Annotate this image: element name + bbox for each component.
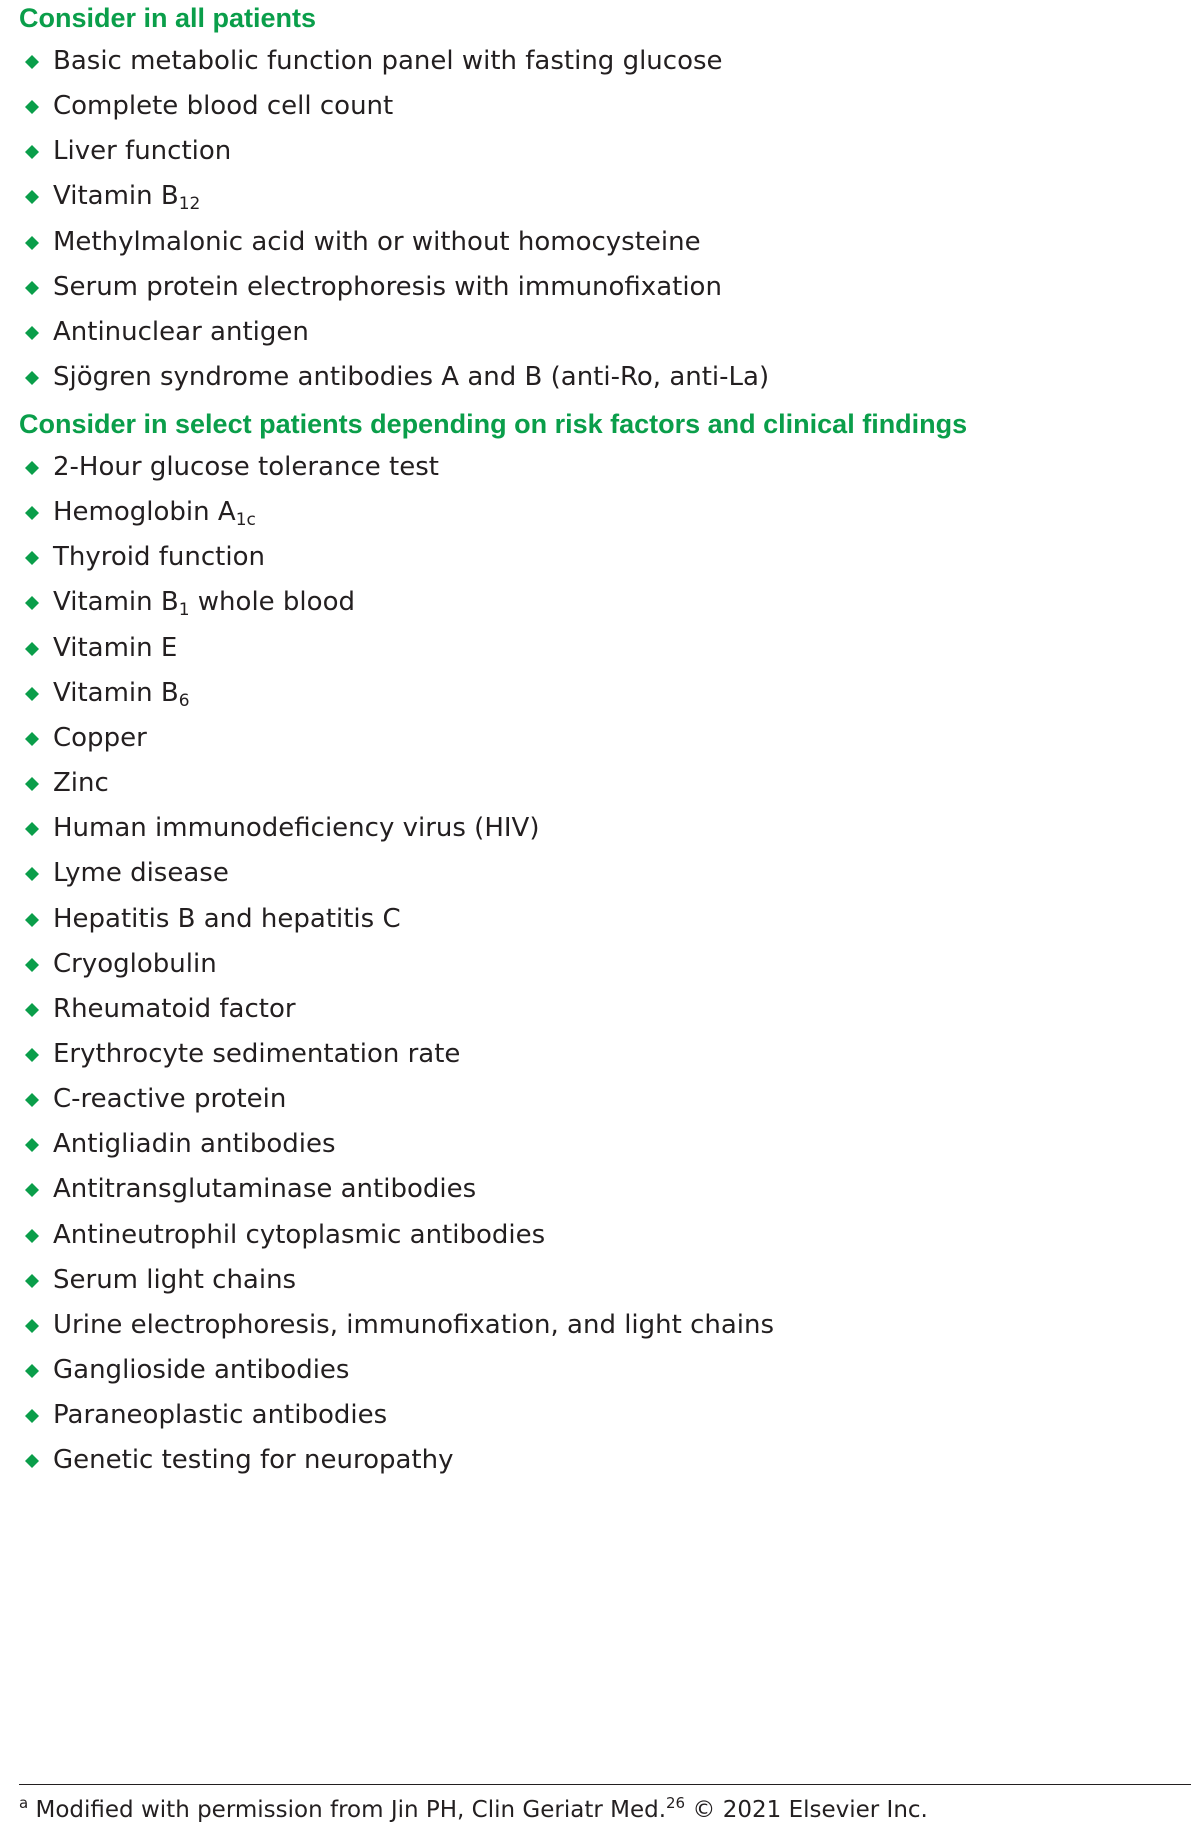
diamond-bullet-icon (25, 1319, 39, 1333)
list-item-text: Complete blood cell count (53, 91, 394, 121)
list-item-label (53, 1353, 349, 1387)
list-item-text: Urine electrophoresis, immunofixation, and light chains (53, 1310, 775, 1340)
diamond-bullet-icon (25, 236, 39, 250)
diamond-bullet-icon (25, 596, 39, 610)
list-item-label (53, 44, 723, 78)
list-item-text: Copper (53, 723, 147, 753)
footnote (19, 1794, 928, 1826)
diamond-bullet-icon (25, 461, 39, 475)
diamond-bullet-icon (25, 1183, 39, 1197)
list-item-label (53, 1037, 460, 1071)
list-item-text: Vitamin B (53, 678, 179, 708)
list-item-label (53, 585, 355, 619)
section-heading: Consider in select patients depending on risk factors and clinical findings (19, 409, 968, 439)
list-item-text: Vitamin B (53, 587, 179, 617)
diamond-bullet-icon (25, 371, 39, 385)
footnote-divider (19, 1784, 1191, 1785)
list-item-text: Antitransglutaminase antibodies (53, 1174, 477, 1204)
diamond-bullet-icon (25, 1003, 39, 1017)
list-item-subscript: 12 (178, 194, 201, 214)
list-item-label (53, 1218, 545, 1252)
diamond-bullet-icon (25, 506, 39, 520)
list-item-label (53, 631, 177, 665)
list-item-label (53, 315, 309, 349)
list-item-label (53, 1308, 774, 1342)
diamond-bullet-icon (25, 1364, 39, 1378)
list-item-text: Thyroid function (53, 542, 265, 572)
diamond-bullet-icon (25, 55, 39, 69)
list-item-subscript: 1c (235, 510, 256, 530)
diamond-bullet-icon (25, 190, 39, 204)
list-item-text-suffix: whole blood (189, 587, 355, 617)
diamond-bullet-icon (25, 1274, 39, 1288)
list-item-text: Lyme disease (53, 858, 229, 888)
list-item-label (53, 1443, 454, 1477)
diamond-bullet-icon (25, 1229, 39, 1243)
list-item-text: 2-Hour glucose tolerance test (53, 452, 439, 482)
list-item-text: Liver function (53, 136, 232, 166)
diamond-bullet-icon (25, 958, 39, 972)
diamond-bullet-icon (25, 1093, 39, 1107)
list-item-text: Serum protein electrophoresis with immunofixation (53, 272, 722, 302)
diamond-bullet-icon (25, 732, 39, 746)
footnote-copyright: © 2021 Elsevier Inc. (685, 1797, 928, 1823)
diamond-bullet-icon (25, 1454, 39, 1468)
list-item-text: Vitamin B (53, 181, 179, 211)
list-item-label (53, 134, 231, 168)
list-item-label (53, 856, 229, 890)
diamond-bullet-icon (25, 326, 39, 340)
list-item-label (53, 1263, 296, 1297)
list-item-label (53, 902, 401, 936)
list-item-text: Ganglioside antibodies (53, 1355, 350, 1385)
list-item-text: Antineutrophil cytoplasmic antibodies (53, 1220, 546, 1250)
list-item-text: Hemoglobin A (53, 497, 236, 527)
list-item-label (53, 540, 265, 574)
list-item-label (53, 270, 722, 304)
diamond-bullet-icon (25, 1138, 39, 1152)
diamond-bullet-icon (25, 777, 39, 791)
list-item-subscript: 1 (178, 600, 190, 620)
list-item (0, 1434, 1180, 1487)
list-item-label (53, 450, 439, 484)
list-item-label (53, 1082, 286, 1116)
list-item-label (53, 89, 393, 123)
list-item-text: Basic metabolic function panel with fasting glucose (53, 46, 723, 76)
list-item-text: Zinc (53, 768, 109, 798)
list-item-text: Vitamin E (53, 633, 178, 663)
list-item-text: Cryoglobulin (53, 949, 217, 979)
list-item-text: Hepatitis B and hepatitis C (53, 904, 401, 934)
list-item-label (53, 1127, 336, 1161)
diamond-bullet-icon (25, 687, 39, 701)
list-item-text: Serum light chains (53, 1265, 297, 1295)
list-item-label (53, 721, 147, 755)
list-item (0, 351, 1180, 404)
list-item-label (53, 360, 769, 394)
diamond-bullet-icon (25, 1409, 39, 1423)
diamond-bullet-icon (25, 281, 39, 295)
diamond-bullet-icon (25, 642, 39, 656)
list-item-text: Human immunodeficiency virus (HIV) (53, 813, 540, 843)
list-item-text: Sjögren syndrome antibodies A and B (anti-Ro, anti-La) (53, 362, 770, 392)
diamond-bullet-icon (25, 1048, 39, 1062)
list-item-text: Rheumatoid factor (53, 994, 296, 1024)
list-item-label (53, 947, 217, 981)
list-item-label (53, 179, 200, 213)
list-item-label (53, 766, 109, 800)
list-item-text: Genetic testing for neuropathy (53, 1445, 454, 1475)
diamond-bullet-icon (25, 100, 39, 114)
diamond-bullet-icon (25, 822, 39, 836)
list-item-text: Methylmalonic acid with or without homocysteine (53, 227, 701, 257)
section-heading: Consider in all patients (19, 3, 317, 33)
diamond-bullet-icon (25, 551, 39, 565)
list-item-label (53, 1398, 387, 1432)
list-item-subscript: 6 (178, 691, 190, 711)
list-item-label (53, 495, 256, 529)
diamond-bullet-icon (25, 913, 39, 927)
diamond-bullet-icon (25, 867, 39, 881)
list-item-label (53, 1172, 476, 1206)
list-item-label (53, 225, 701, 259)
list-item-text: Paraneoplastic antibodies (53, 1400, 388, 1430)
list-item-text: Antinuclear antigen (53, 317, 309, 347)
diamond-bullet-icon (25, 145, 39, 159)
list-item-label (53, 992, 296, 1026)
footnote-marker: a (19, 1794, 29, 1812)
list-item-text: Erythrocyte sedimentation rate (53, 1039, 461, 1069)
list-item-label (53, 811, 539, 845)
list-item-text: Antigliadin antibodies (53, 1129, 336, 1159)
list-item-label (53, 676, 190, 710)
footnote-reference-number: 26 (666, 1794, 686, 1812)
list-item-text: C-reactive protein (53, 1084, 287, 1114)
footnote-text: Modified with permission from Jin PH, Clin Geriatr Med. (35, 1797, 667, 1823)
